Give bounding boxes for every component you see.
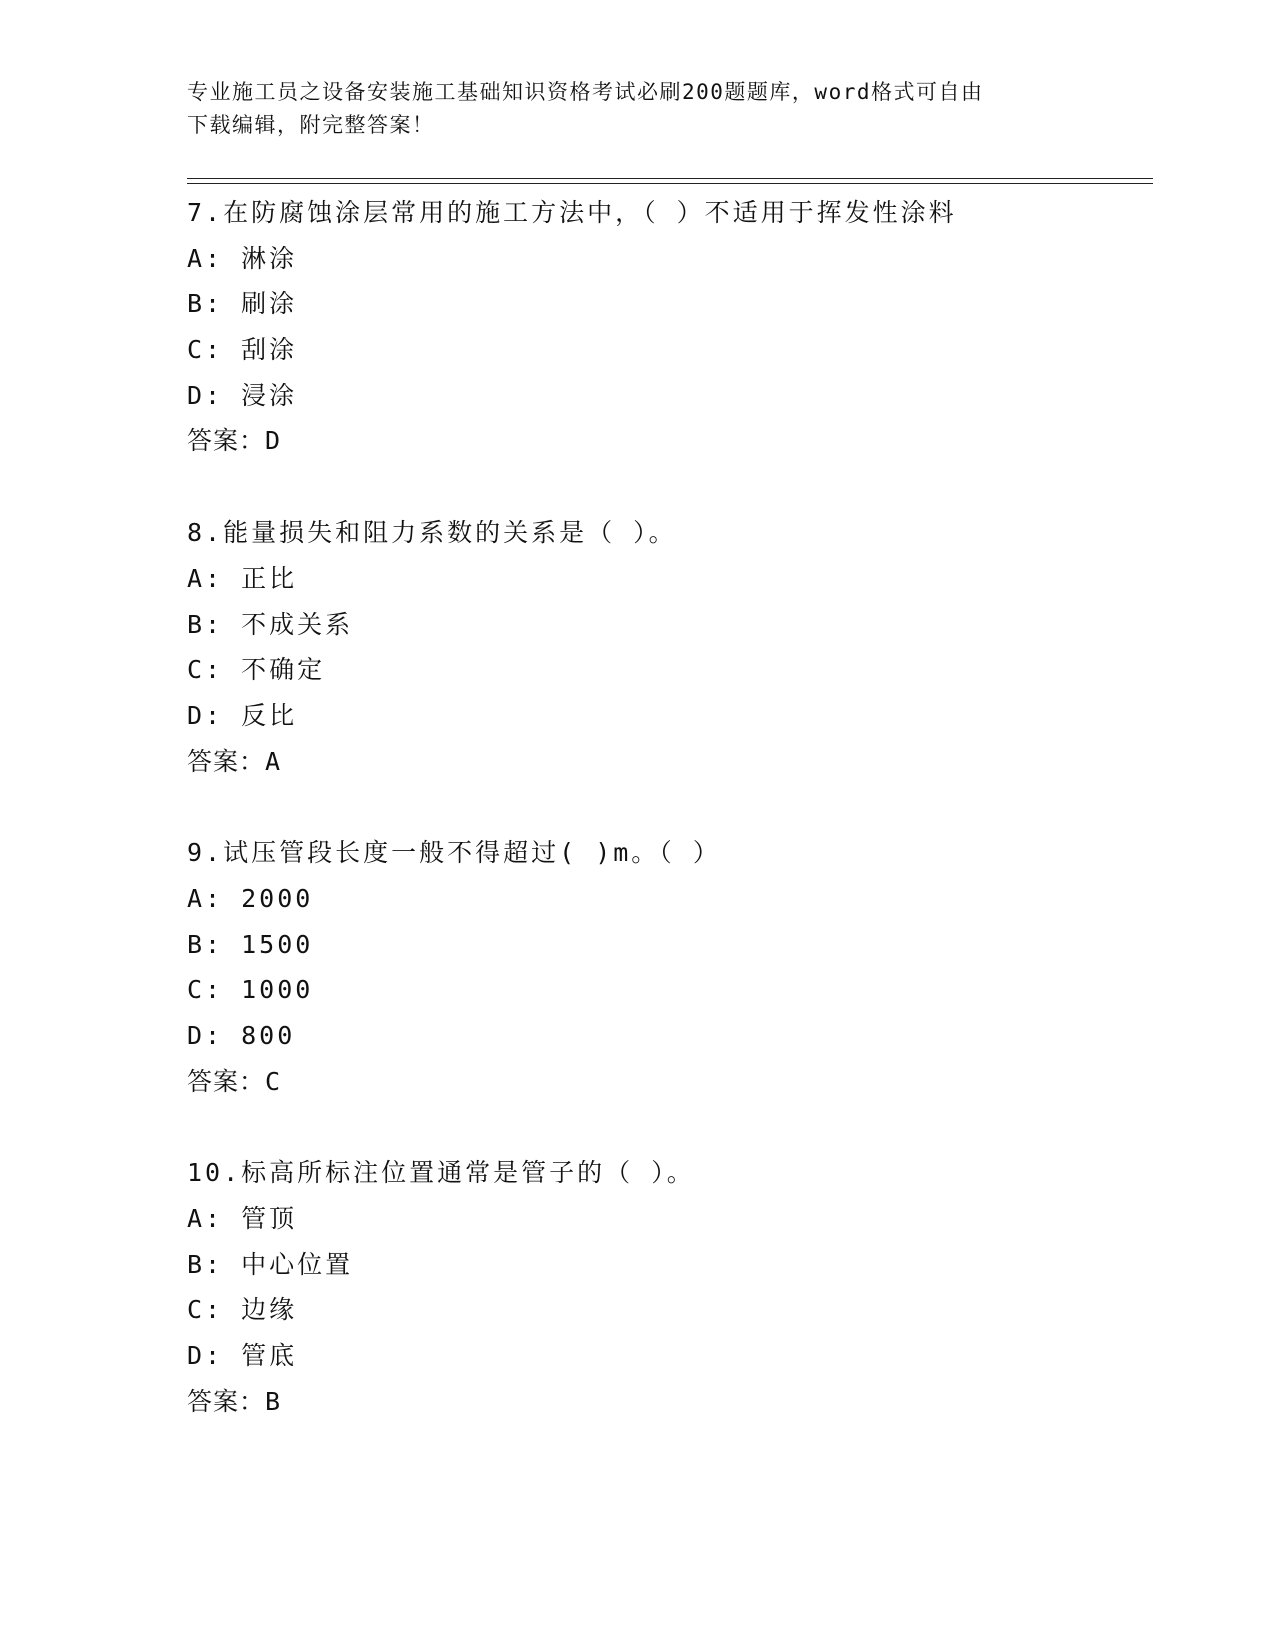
option-text: 不确定	[241, 655, 326, 685]
option-text: 边缘	[241, 1295, 298, 1325]
option-letter: D:	[187, 700, 224, 730]
option-text: 管底	[241, 1341, 298, 1371]
option-b	[187, 281, 1147, 327]
question-list	[187, 190, 1147, 1471]
option-b	[187, 1242, 1147, 1288]
option-text: 刷涂	[241, 289, 298, 319]
answer-line: 答案：C	[187, 1066, 282, 1096]
option-letter: A:	[187, 883, 224, 913]
option-letter: A:	[187, 243, 224, 273]
option-a	[187, 1196, 1147, 1242]
question-item	[187, 190, 1147, 464]
option-text: 管顶	[241, 1204, 298, 1234]
option-d	[187, 693, 1147, 739]
option-text: 1500	[241, 929, 314, 959]
option-text: 正比	[241, 563, 298, 593]
header-divider-bottom	[187, 183, 1153, 184]
option-d	[187, 1333, 1147, 1379]
question-item	[187, 1150, 1147, 1424]
option-letter: B:	[187, 289, 224, 319]
header-line-1: 专业施工员之设备安装施工基础知识资格考试必刷200题题库，word格式可自由	[187, 80, 984, 104]
option-letter: C:	[187, 1295, 224, 1325]
option-b	[187, 922, 1147, 968]
option-b	[187, 602, 1147, 648]
option-letter: D:	[187, 1021, 224, 1050]
question-text: 8.能量损失和阻力系数的关系是（ ）。	[187, 518, 677, 548]
answer-line: 答案：D	[187, 426, 282, 456]
question-item	[187, 510, 1147, 784]
option-text: 刮涂	[241, 335, 298, 365]
option-text: 2000	[241, 883, 314, 913]
option-a	[187, 236, 1147, 282]
option-letter: B:	[187, 609, 224, 639]
option-d	[187, 373, 1147, 419]
answer-line: 答案：A	[187, 746, 282, 776]
option-a	[187, 556, 1147, 602]
option-letter: D:	[187, 380, 224, 410]
option-letter: A:	[187, 1204, 224, 1234]
option-text: 淋涂	[241, 243, 298, 273]
option-text: 800	[241, 1021, 296, 1050]
option-c	[187, 1287, 1147, 1333]
answer-line: 答案：B	[187, 1386, 282, 1416]
question-item	[187, 830, 1147, 1104]
option-text: 浸涂	[241, 380, 298, 410]
option-text: 反比	[241, 700, 298, 730]
option-text: 1000	[241, 975, 314, 1005]
option-c	[187, 327, 1147, 373]
question-text: 9.试压管段长度一般不得超过( )m。（ ）	[187, 838, 721, 868]
option-c	[187, 967, 1147, 1013]
option-a	[187, 876, 1147, 922]
option-letter: C:	[187, 655, 224, 685]
question-text: 10.标高所标注位置通常是管子的（ ）。	[187, 1158, 695, 1188]
option-letter: C:	[187, 335, 224, 365]
option-d	[187, 1013, 1147, 1059]
option-text: 中心位置	[241, 1249, 354, 1279]
header-divider-top	[187, 178, 1153, 179]
option-c	[187, 647, 1147, 693]
question-text: 7.在防腐蚀涂层常用的施工方法中，（ ）不适用于挥发性涂料	[187, 198, 957, 227]
option-text: 不成关系	[241, 609, 354, 639]
document-header	[187, 76, 1087, 142]
option-letter: C:	[187, 975, 224, 1005]
option-letter: B:	[187, 929, 224, 959]
option-letter: D:	[187, 1341, 224, 1371]
option-letter: A:	[187, 563, 224, 593]
header-line-2: 下载编辑，附完整答案！	[187, 113, 435, 137]
option-letter: B:	[187, 1249, 224, 1279]
